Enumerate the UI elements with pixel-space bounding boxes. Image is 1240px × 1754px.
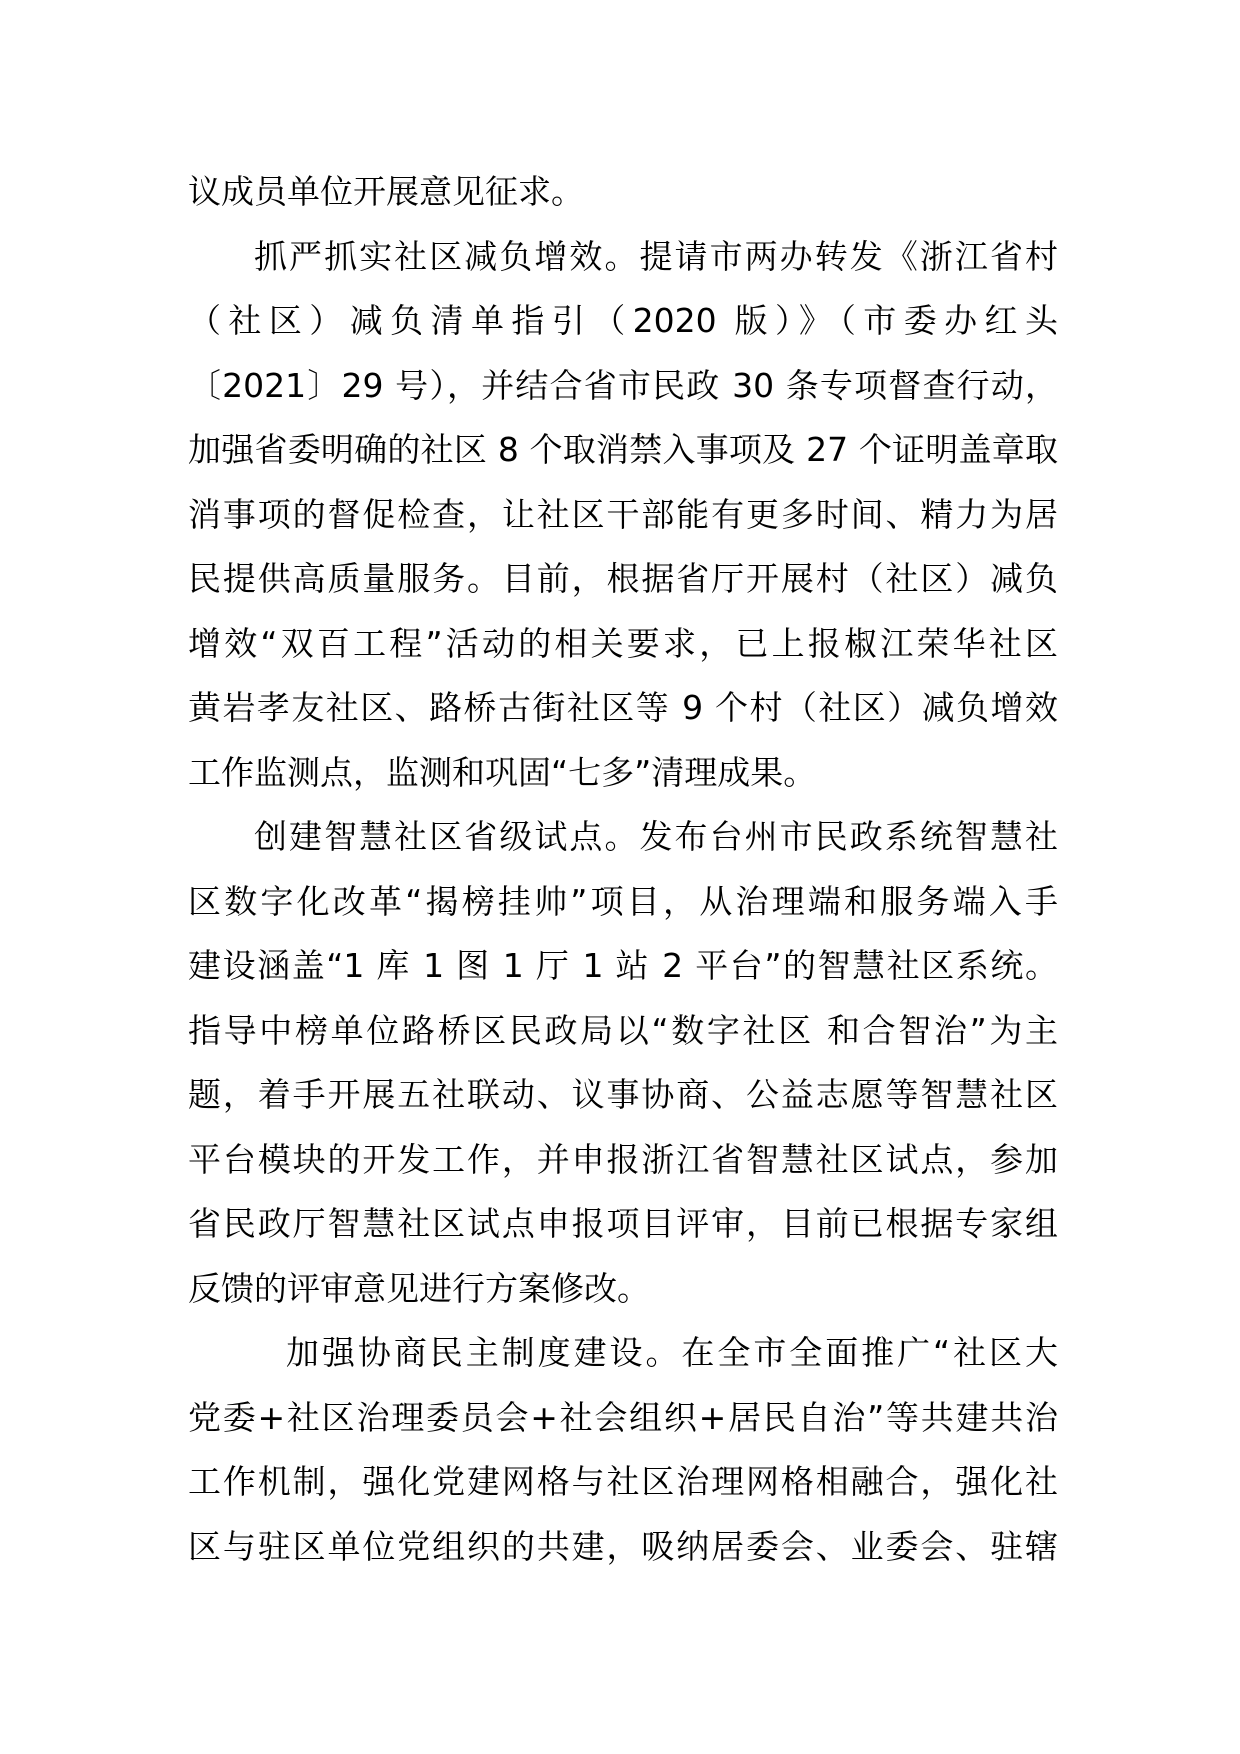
text-line: 省民政厅智慧社区试点申报项目评审，目前已根据专家组 (188, 1204, 1058, 1243)
text-line: 加强省委明确的社区 8 个取消禁入事项及 27 个证明盖章取 (188, 430, 1058, 469)
text-line: 题，着手开展五社联动、议事协商、公益志愿等智慧社区 (188, 1075, 1058, 1114)
paragraph-heading-line: 抓严抓实社区减负增效。提请市两办转发《浙江省村 (254, 236, 1058, 276)
text-line: 增效“双百工程”活动的相关要求，已上报椒江荣华社区 (188, 623, 1058, 663)
paragraph-heading-line: 加强协商民主制度建设。在全市全面推广“社区大 (286, 1333, 1058, 1372)
text-line: 议成员单位开展意见征求。 (188, 172, 584, 211)
text-line: （社区）减负清单指引（2020 版）》（市委办红头 (188, 301, 1058, 340)
text-line: 消事项的督促检查，让社区干部能有更多时间、精力为居 (188, 494, 1058, 534)
text-line: 平台模块的开发工作，并申报浙江省智慧社区试点，参加 (188, 1139, 1058, 1179)
text-line: 指导中榜单位路桥区民政局以“数字社区 和合智治”为主 (188, 1010, 1058, 1050)
text-line: 〔2021〕29 号），并结合省市民政 30 条专项督查行动， (188, 365, 1058, 405)
text-line: 区数字化改革“揭榜挂帅”项目，从治理端和服务端入手 (188, 881, 1058, 921)
text-line: 工作监测点，监测和巩固“七多”清理成果。 (188, 752, 817, 792)
text-line: 反馈的评审意见进行方案修改。 (188, 1268, 650, 1308)
text-line: 工作机制，强化党建网格与社区治理网格相融合，强化社 (188, 1462, 1058, 1501)
text-line: 党委+社区治理委员会+社会组织+居民自治”等共建共治 (188, 1397, 1058, 1437)
text-line: 区与驻区单位党组织的共建，吸纳居委会、业委会、驻辖 (188, 1526, 1058, 1566)
document-body (188, 160, 1058, 1579)
text-line: 建设涵盖“1 库 1 图 1 厅 1 站 2 平台”的智慧社区系统。 (188, 946, 1058, 985)
text-line: 民提供高质量服务。目前，根据省厅开展村（社区）减负 (188, 559, 1058, 598)
text-line: 黄岩孝友社区、路桥古街社区等 9 个村（社区）减负增效 (188, 688, 1058, 727)
paragraph-heading-line: 创建智慧社区省级试点。发布台州市民政系统智慧社 (254, 817, 1058, 856)
